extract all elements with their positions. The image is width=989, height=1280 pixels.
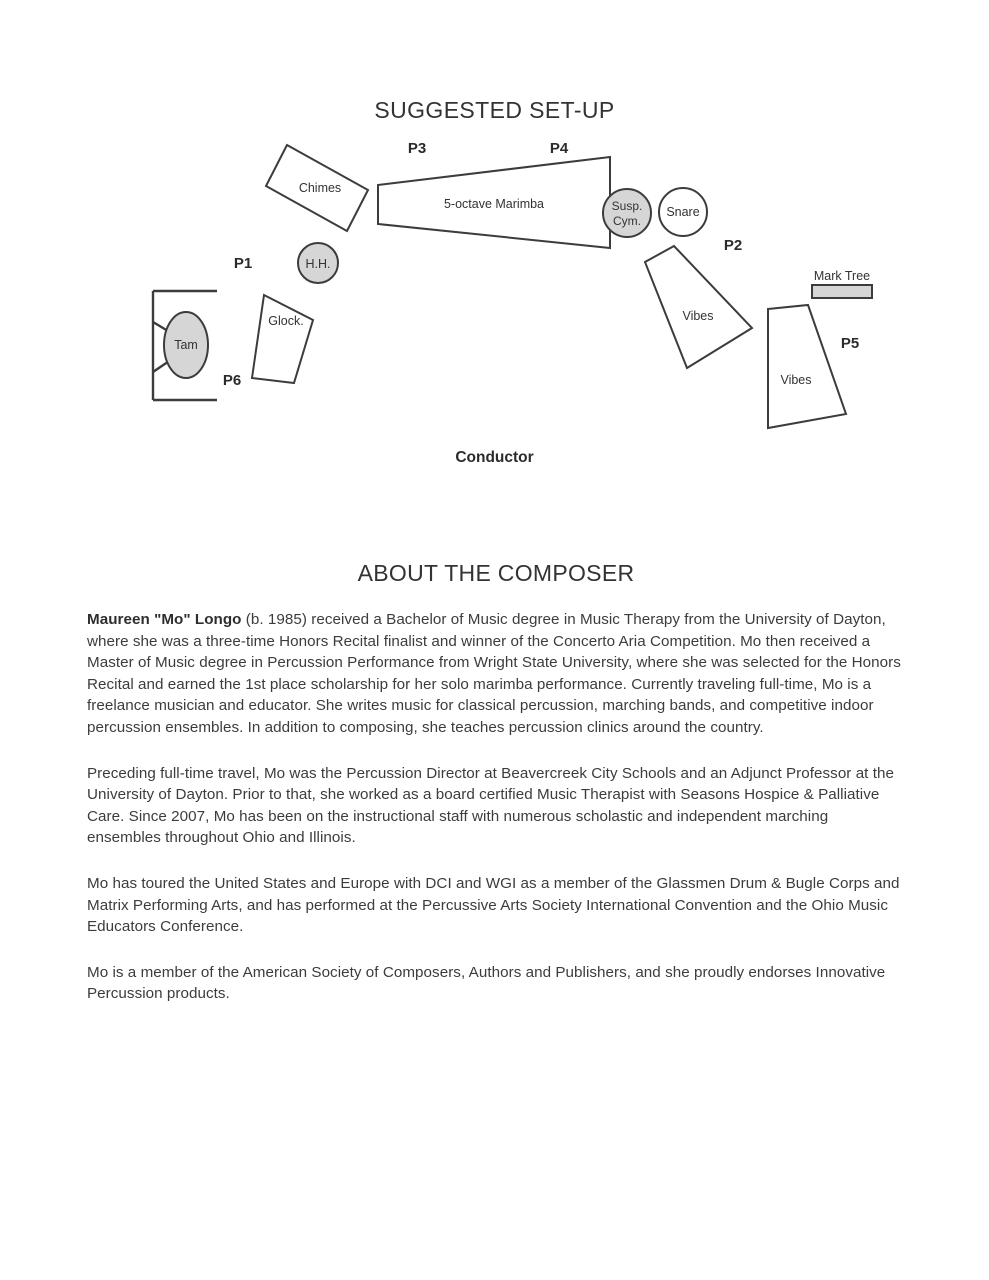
vibes-p5-shape [768, 305, 846, 428]
mark-tree-label: Mark Tree [813, 269, 871, 283]
stage-setup-diagram [0, 0, 989, 500]
setup-section-title: SUGGESTED SET-UP [374, 97, 615, 124]
hi-hat-label: H.H. [305, 257, 331, 271]
glockenspiel-group [252, 295, 313, 383]
chimes-group [266, 145, 368, 231]
composer-bio-paragraph-1 [87, 609, 905, 739]
marimba-group [378, 157, 610, 248]
mark-tree-group [812, 269, 872, 298]
vibes-p5-label: Vibes [780, 373, 812, 387]
suspended-cymbal-group [603, 189, 651, 237]
snare-group [659, 188, 707, 236]
marimba-label: 5-octave Marimba [443, 197, 545, 211]
snare-label: Snare [666, 205, 700, 219]
composer-name: Maureen "Mo" Longo [87, 611, 242, 628]
mark-tree-shape [812, 285, 872, 298]
position-label-p2: P2 [723, 237, 743, 254]
tam-tam-label: Tam [174, 338, 198, 352]
glockenspiel-label: Glock. [268, 314, 304, 328]
vibes-p5-group [768, 305, 846, 428]
chimes-label: Chimes [298, 181, 342, 195]
glockenspiel-shape [252, 295, 313, 383]
composer-bio-paragraph-4: Mo is a member of the American Society of Composers, Authors and Publishers, and she proudly endorses Innovative Percussion products. [87, 963, 886, 1003]
position-label-p6: P6 [222, 372, 242, 389]
suggested-setup-section [0, 0, 989, 520]
suspended-cymbal-label-line2: Cym. [613, 214, 641, 228]
hi-hat-group [298, 243, 338, 283]
position-label-p5: P5 [840, 335, 860, 352]
composer-bio-paragraph-3: Mo has toured the United States and Europe with DCI and WGI as a member of the Glassmen Drum & Bugle Corps and Matrix Performing Arts, and has performed at the Percussive Arts Society International Convention and the Ohio Music Educators Conference. [87, 874, 900, 936]
composer-bio-paragraph-2: Preceding full-time travel, Mo was the Percussion Director at Beavercreek City Schools and an Adjunct Professor at the University of Dayton. Prior to that, she worked as a board certified Music Therapist with Seasons Hospice & Palliative Care. Since 2007, Mo has been on the instructional staff with numerous scholastic and independent marching ensembles throughout Ohio and Illinois. [87, 764, 894, 847]
composer-bio-paragraph-1-body: (b. 1985) received a Bachelor of Music degree in Music Therapy from the University of Dayton, where she was a three-time Honors Recital finalist and winner of the Concerto Aria Competition. Mo then received a Master of Music degree in Percussion Performance from Wright State University, where she was selected for the Honors Recital and earned the 1st place scholarship for her solo marimba performance. Currently traveling full-time, Mo is a freelance musician and educator. She writes music for classical percussion, marching bands, and competitive indoor percussion ensembles. In addition to composing, she teaches percussion clinics around the country. [87, 611, 901, 736]
position-label-p1: P1 [233, 255, 253, 272]
composer-section-title: ABOUT THE COMPOSER [357, 560, 635, 586]
vibes-p2-group [645, 246, 752, 368]
tam-tam-group [153, 291, 217, 400]
vibes-p2-shape [645, 246, 752, 368]
vibes-p2-label: Vibes [682, 309, 714, 323]
suspended-cymbal-label-line1: Susp. [611, 199, 643, 213]
suspended-cymbal-shape [603, 189, 651, 237]
position-label-p4: P4 [549, 140, 569, 157]
position-label-p3: P3 [407, 140, 427, 157]
about-composer-section [87, 560, 905, 1005]
conductor-label: Conductor [455, 449, 534, 466]
